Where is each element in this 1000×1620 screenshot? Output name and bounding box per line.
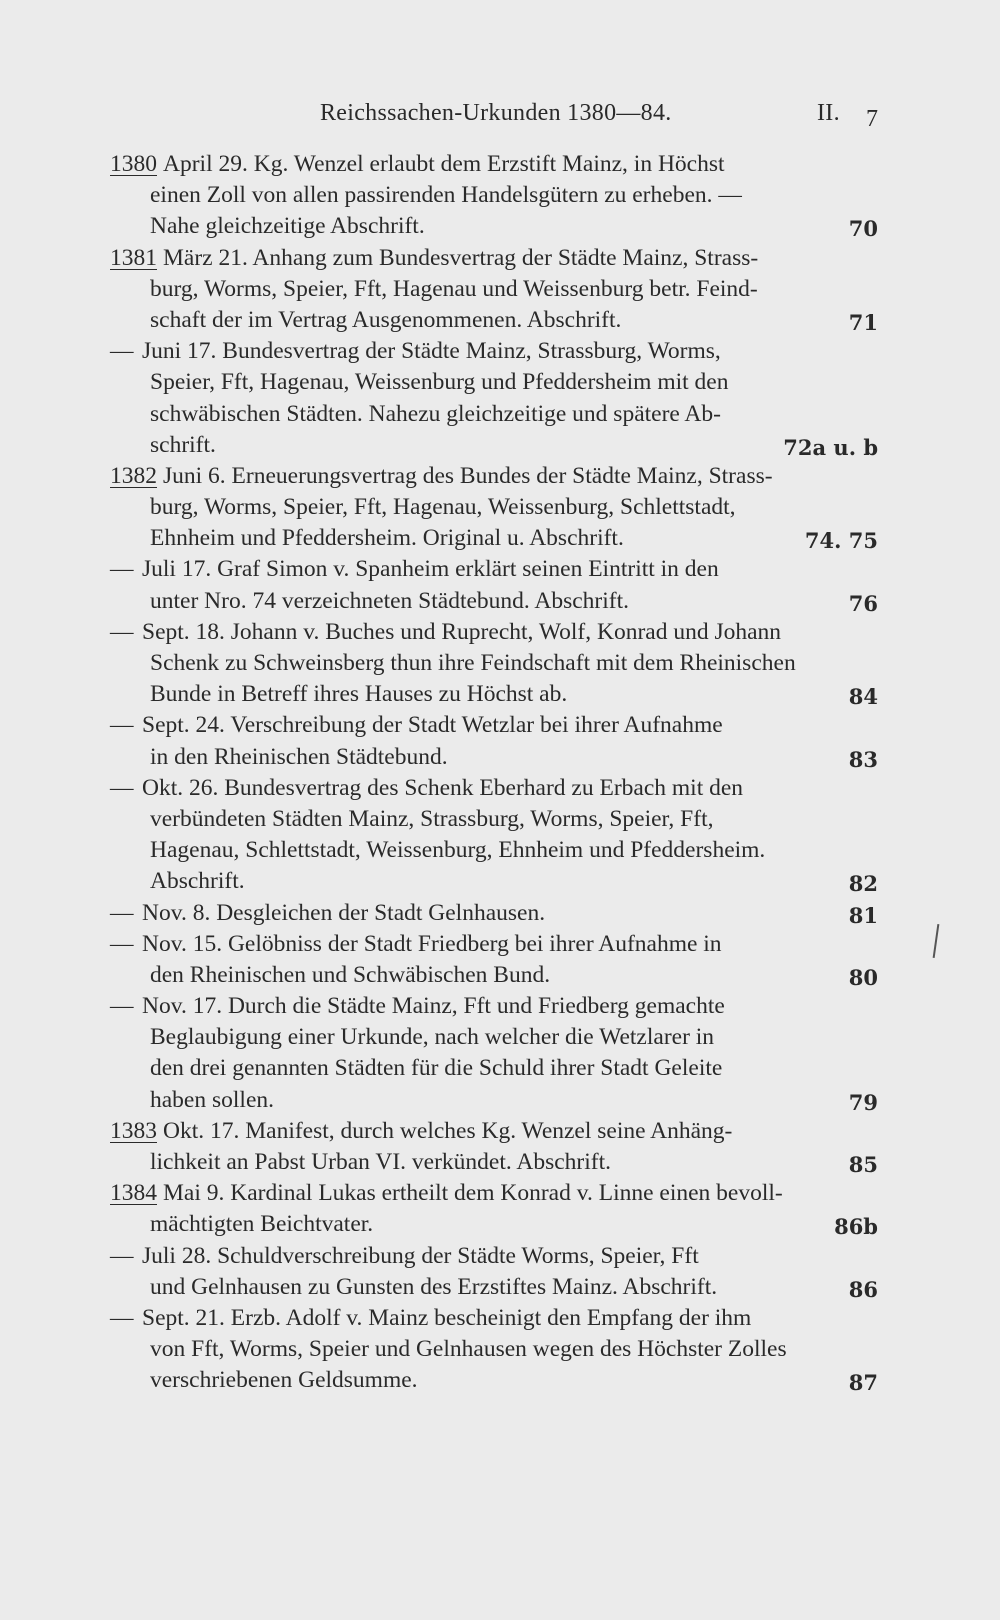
entry-line [110,1334,878,1365]
entry-line [110,679,878,710]
entry-line [110,430,878,461]
document-number: 86 [848,1276,878,1302]
regest-entry [110,149,878,243]
entry-year: 1384 [110,1180,157,1207]
entry-text: Mai 9. Kardinal Lukas ertheilt dem Konrad v. Linne einen bevoll- [163,1180,783,1207]
entry-text: den drei genannten Städten für die Schuld ihrer Stadt Geleite [150,1055,723,1082]
entry-text: schwäbischen Städten. Nahezu gleichzeitige und spätere Ab- [150,400,721,427]
document-number: 80 [848,964,878,990]
entry-line [110,1241,878,1272]
entry-text: mächtigten Beichtvater. [150,1211,374,1238]
regest-entry [110,617,878,711]
entry-text: burg, Worms, Speier, Fft, Hagenau und Weissenburg betr. Feind- [150,275,758,302]
entry-line [110,1303,878,1334]
entry-text: Hagenau, Schlettstadt, Weissenburg, Ehnheim und Pfeddersheim. [150,837,766,864]
entry-dash: — [110,774,134,801]
regest-entry [110,898,878,929]
entry-text: unter Nro. 74 verzeichneten Städtebund. Abschrift. [150,587,629,614]
entry-line [110,1365,878,1396]
regest-entry [110,243,878,337]
regest-entry [110,461,878,555]
entry-text: Nov. 15. Gelöbniss der Stadt Friedberg bei ihrer Aufnahme in [142,930,722,957]
entry-text: Beglaubigung einer Urkunde, nach welcher die Wetzlarer in [150,1024,715,1051]
entry-year: 1380 [110,151,157,177]
entry-line [110,367,878,398]
document-number: 71 [848,309,878,335]
entry-text: Juni 17. Bundesvertrag der Städte Mainz, Strassburg, Worms, [142,338,721,365]
regest-entry [110,336,878,461]
entry-year: 1383 [110,1117,157,1144]
document-number: 74. 75 [804,528,878,554]
entry-text: Okt. 26. Bundesvertrag des Schenk Eberhard zu Erbach mit den [142,774,744,801]
entry-line [110,648,878,679]
entry-text: Juli 28. Schuldverschreibung der Städte Worms, Speier, Fft [142,1242,699,1269]
regest-entry [110,1241,878,1303]
entry-text: in den Rheinischen Städtebund. [150,743,448,770]
entry-text: Juli 17. Graf Simon v. Spanheim erklärt seinen Eintritt in den [142,556,719,583]
entry-text: Speier, Fft, Hagenau, Weissenburg und Pfeddersheim mit den [150,369,729,396]
entry-line [110,835,878,866]
document-number: 70 [848,216,878,242]
document-number: 81 [848,902,878,928]
entry-line [110,1116,878,1147]
entry-text: Okt. 17. Manifest, durch welches Kg. Wenzel seine Anhäng- [163,1117,733,1144]
entry-dash: — [110,712,134,739]
entry-line [110,461,878,492]
entry-line [110,1209,878,1240]
entry-text: verbündeten Städten Mainz, Strassburg, Worms, Speier, Fft, [150,805,714,832]
entry-line [110,773,878,804]
entry-text: Bunde in Betreff ihres Hauses zu Höchst ab. [150,681,568,708]
entry-text: Juni 6. Erneuerungsvertrag des Bundes der Städte Mainz, Strass- [163,462,773,489]
regest-entry [110,710,878,772]
entry-line [110,710,878,741]
page-number: 7 [866,106,879,132]
regest-entry [110,991,878,1116]
entry-text: Nov. 8. Desgleichen der Stadt Gelnhausen. [142,899,546,926]
entry-dash: — [110,1242,134,1269]
entry-text: Schenk zu Schweinsberg thun ihre Feindschaft mit dem Rheinischen [150,650,796,676]
entry-line [110,586,878,617]
entry-text: haben sollen. [150,1086,274,1113]
regest-entry [110,773,878,898]
entry-line [110,554,878,585]
entry-dash: — [110,338,134,365]
regest-entry [110,1178,878,1240]
entry-text: verschriebenen Geldsumme. [150,1367,418,1394]
entry-line [110,742,878,773]
entry-text: schrift. [150,431,216,458]
document-number: 79 [848,1089,878,1115]
entry-line [110,149,878,180]
entry-text: und Gelnhausen zu Gunsten des Erzstiftes Mainz. Abschrift. [150,1273,718,1300]
document-number: 82 [848,871,878,897]
entry-line [110,492,878,523]
entry-line [110,991,878,1022]
entry-text: Sept. 24. Verschreibung der Stadt Wetzlar bei ihrer Aufnahme [142,712,723,739]
entry-line [110,804,878,835]
entry-line [110,1053,878,1084]
entry-line [110,523,878,554]
regest-entry [110,1116,878,1178]
entry-dash: — [110,1304,134,1331]
entry-text: burg, Worms, Speier, Fft, Hagenau, Weissenburg, Schlettstadt, [150,494,736,521]
entry-dash: — [110,993,134,1020]
entry-line [110,1178,878,1209]
regest-entry [110,1303,878,1397]
entry-line [110,180,878,211]
entry-text: schaft der im Vertrag Ausgenommenen. Abschrift. [150,306,622,333]
regest-entry [110,929,878,991]
running-head-title: Reichssachen-Urkunden 1380—84. [320,100,672,126]
entry-line [110,336,878,367]
entry-dash: — [110,556,134,583]
entry-text: April 29. Kg. Wenzel erlaubt dem Erzstift Mainz, in Höchst [163,151,725,177]
section-number: II. [817,100,840,126]
entry-line [110,1147,878,1178]
entry-line [110,211,878,242]
document-number: 72a u. b [783,434,878,460]
entry-line [110,274,878,305]
entry-line [110,1272,878,1303]
entry-line [110,1085,878,1116]
document-number: 83 [848,746,878,772]
running-head [110,96,890,136]
document-number: 86b [834,1214,878,1240]
document-number: 85 [848,1152,878,1177]
entry-text: lichkeit an Pabst Urban VI. verkündet. Abschrift. [150,1149,611,1175]
entry-text: März 21. Anhang zum Bundesvertrag der Städte Mainz, Strass- [163,244,759,271]
entry-dash: — [110,899,134,926]
entry-line [110,617,878,648]
entry-text: Nahe gleichzeitige Abschrift. [150,213,425,240]
entry-text: Sept. 21. Erzb. Adolf v. Mainz bescheinigt den Empfang der ihm [142,1304,752,1331]
entry-line [110,960,878,991]
entry-text: Sept. 18. Johann v. Buches und Ruprecht, Wolf, Konrad und Johann [142,618,782,645]
entry-year: 1382 [110,462,157,489]
entry-text: von Fft, Worms, Speier und Gelnhausen wegen des Höchster Zolles [150,1336,787,1363]
regest-list [110,149,878,1397]
document-number: 76 [848,590,878,616]
entry-dash: — [110,930,134,957]
entry-line [110,1022,878,1053]
entry-line [110,898,878,929]
margin-pencil-mark [933,924,940,958]
entry-line [110,929,878,960]
document-number: 84 [848,684,878,710]
entry-text: Ehnheim und Pfeddersheim. Original u. Abschrift. [150,525,624,552]
entry-text: Nov. 17. Durch die Städte Mainz, Fft und Friedberg gemachte [142,993,725,1020]
document-number: 87 [848,1370,878,1396]
entry-year: 1381 [110,244,157,271]
entry-line [110,866,878,897]
entry-text: den Rheinischen und Schwäbischen Bund. [150,961,551,988]
entry-line [110,243,878,274]
entry-line [110,399,878,430]
entry-text: Abschrift. [150,868,245,895]
entry-text: einen Zoll von allen passirenden Handelsgütern zu erheben. — [150,182,742,209]
entry-line [110,305,878,336]
regest-entry [110,554,878,616]
entry-dash: — [110,618,134,645]
